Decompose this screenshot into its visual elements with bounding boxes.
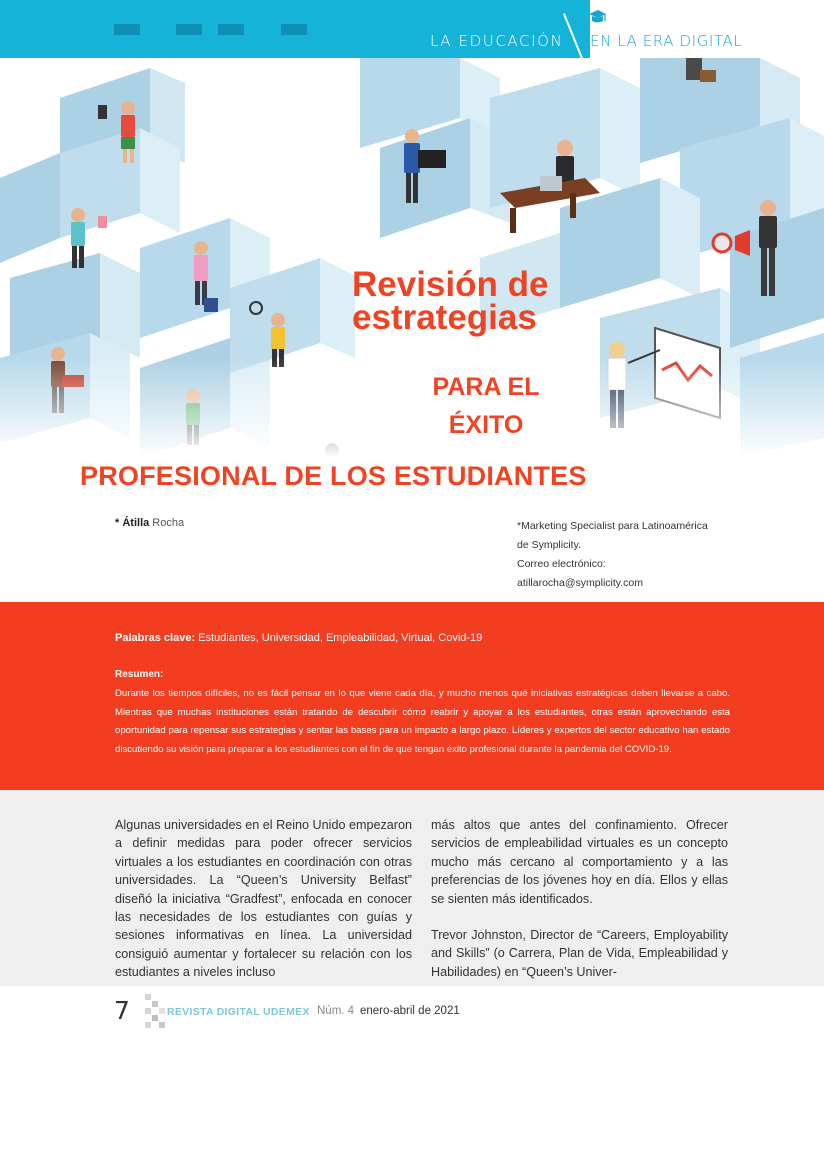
article-title xyxy=(352,265,612,337)
body-paragraph: más altos que antes del confinamiento. Ofrecer servicios de empleabilidad virtuales es un concepto mucho más cercano al comportamiento y a las preferencias de los jóvenes hoy en día. Ellos y ellas se sienten más identificados. xyxy=(431,818,728,906)
header-tab-2 xyxy=(176,24,202,35)
body-paragraph: Algunas universidades en el Reino Unido empezaron a definir medidas para poder ofrecer servicios virtuales a los estudiantes en coordinación con otras universidades. La “Queen’s University Belfast” diseñó la iniciativa “Gradfest”, enfocada en conocer las necesidades de los estudiantes con guías y sesiones informativas en línea. La universidad consiguió aumentar y fortalecer su relación con los estudiantes a niveles incluso xyxy=(115,818,412,980)
section-heading-part2: EN LA ERA DIGITAL xyxy=(590,32,743,50)
header-tab-3 xyxy=(218,24,244,35)
body-column-left xyxy=(115,816,412,982)
keywords-list: Estudiantes, Universidad, Empleabilidad, Virtual, Covid-19 xyxy=(195,632,483,644)
header-tab-1 xyxy=(114,24,140,35)
issue-number: Núm. 4 xyxy=(317,1005,355,1017)
article-title-line1: Revisión de xyxy=(352,265,549,304)
author-last-name: Rocha xyxy=(149,517,185,529)
author-affiliation xyxy=(517,517,757,593)
section-heading xyxy=(430,32,743,50)
summary-label: Resumen: xyxy=(115,669,164,680)
header-band xyxy=(0,0,824,60)
author-prefix: * xyxy=(115,517,123,529)
keywords xyxy=(115,632,482,644)
body-paragraph: Trevor Johnston, Director de “Careers, Employability and Skills” (o Carrera, Plan de Vida, Empleabilidad y Habilidades) en “Queen’s Univer- xyxy=(431,928,728,979)
article-title-line2: estrategias xyxy=(352,298,537,337)
author-byline xyxy=(115,517,184,529)
magazine-name: REVISTA DIGITAL UDEMEX xyxy=(167,1006,310,1018)
affiliation-line: *Marketing Specialist para Latinoamérica xyxy=(517,520,708,532)
affiliation-line: Correo electrónico: xyxy=(517,558,606,570)
affiliation-line: de Symplicity. xyxy=(517,539,581,551)
article-subtitle-line2: ÉXITO xyxy=(448,411,524,439)
article-subtitle-line3: PROFESIONAL DE LOS ESTUDIANTES xyxy=(80,461,587,491)
summary-text: Durante los tiempos difíciles, no es fácil pensar en lo que viene cada día, y mucho menos qué iniciativas estratégicas deben llevarse a cabo. Mientras que muchas instituciones están tratando de descubrir cómo reabrir y apoyar a los estudiantes, otras están aprovechando esta oportunidad para repensar sus estrategias y sentar las bases para un impacto a largo plazo. Líderes y expertos del sector educativo han estado discutiendo su visión para preparar a los estudiantes con el fin de que tengan éxito profesional durante la pandemia del COVID-19. xyxy=(115,688,730,755)
keywords-label: Palabras clave: xyxy=(115,632,196,644)
body-column-right xyxy=(431,816,728,981)
graduation-cap-icon xyxy=(587,8,607,30)
page-number: 7 xyxy=(114,996,130,1025)
author-email[interactable]: atillarocha@symplicity.com xyxy=(517,577,643,589)
issue-date: enero-abril de 2021 xyxy=(360,1005,460,1017)
header-tab-4 xyxy=(281,24,307,35)
section-heading-part1: LA EDUCACIÓN xyxy=(430,32,564,50)
article-subtitle-line1: PARA EL xyxy=(432,373,540,401)
article-subtitle xyxy=(416,368,556,444)
hero-illustration xyxy=(0,58,824,458)
author-first-name: Átilla xyxy=(122,517,150,529)
office-cubicles-illustration xyxy=(0,58,824,458)
abstract-box xyxy=(0,602,824,790)
pixel-decoration-icon xyxy=(145,994,167,1032)
